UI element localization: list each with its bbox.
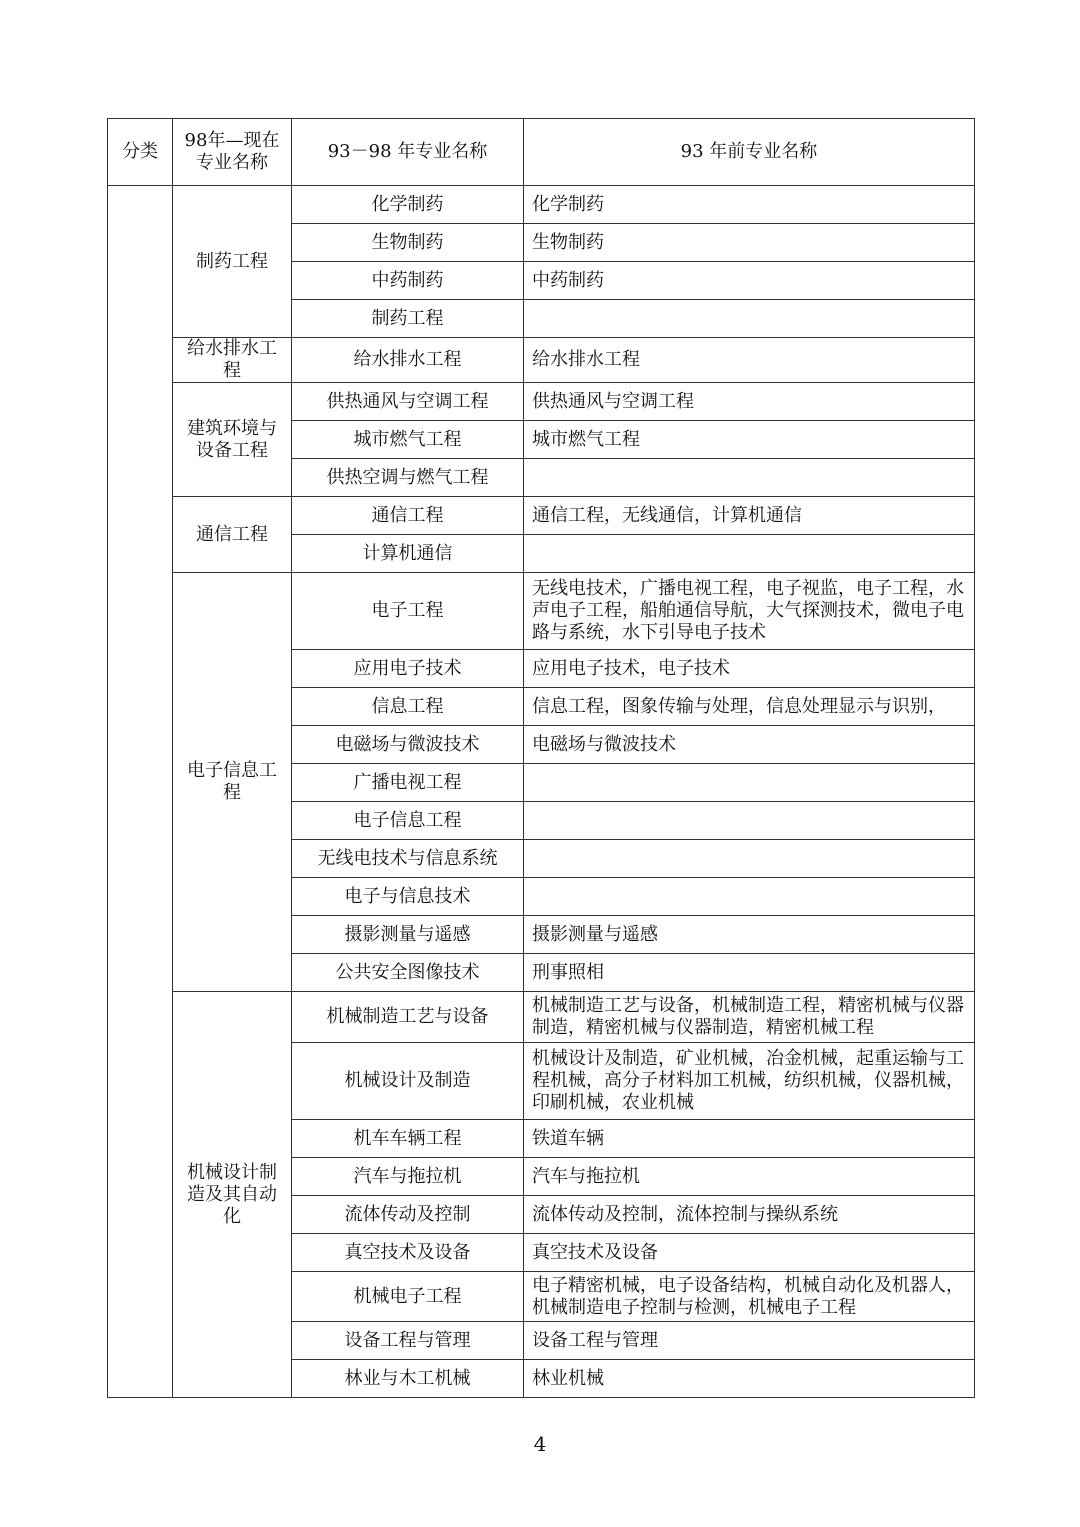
old-major-cell <box>524 840 975 878</box>
table-row <box>108 383 975 421</box>
old-major-cell <box>524 300 975 338</box>
mid-major-cell: 信息工程 <box>292 688 524 726</box>
old-major-cell <box>524 802 975 840</box>
current-major-cell: 建筑环境与设备工程 <box>173 383 292 497</box>
old-major-cell: 铁道车辆 <box>524 1120 975 1158</box>
old-major-cell: 无线电技术，广播电视工程，电子视监，电子工程，水声电子工程，船舶通信导航，大气探测技术，微电子电路与系统，水下引导电子技术 <box>524 573 975 650</box>
table-row <box>108 186 975 224</box>
old-major-cell: 机械设计及制造，矿业机械，冶金机械，起重运输与工程机械，高分子材料加工机械，纺织机械，仪器机械，印刷机械，农业机械 <box>524 1043 975 1120</box>
old-major-cell: 真空技术及设备 <box>524 1234 975 1272</box>
mid-major-cell: 摄影测量与遥感 <box>292 916 524 954</box>
mid-major-cell: 汽车与拖拉机 <box>292 1158 524 1196</box>
mid-major-cell: 林业与木工机械 <box>292 1360 524 1398</box>
old-major-cell: 汽车与拖拉机 <box>524 1158 975 1196</box>
old-major-cell: 中药制药 <box>524 262 975 300</box>
mid-major-cell: 流体传动及控制 <box>292 1196 524 1234</box>
old-major-cell: 应用电子技术，电子技术 <box>524 650 975 688</box>
current-major-cell: 机械设计制造及其自动化 <box>173 992 292 1398</box>
mid-major-cell: 供热空调与燃气工程 <box>292 459 524 497</box>
old-major-cell: 通信工程，无线通信，计算机通信 <box>524 497 975 535</box>
current-major-cell: 给水排水工程 <box>173 338 292 383</box>
mid-major-cell: 公共安全图像技术 <box>292 954 524 992</box>
mid-major-cell: 制药工程 <box>292 300 524 338</box>
mid-major-cell: 电磁场与微波技术 <box>292 726 524 764</box>
old-major-cell: 电子精密机械，电子设备结构，机械自动化及机器人，机械制造电子控制与检测，机械电子工程 <box>524 1272 975 1322</box>
table-row <box>108 992 975 1043</box>
old-major-cell <box>524 764 975 802</box>
old-major-cell: 给水排水工程 <box>524 338 975 383</box>
mid-major-cell: 机械设计及制造 <box>292 1043 524 1120</box>
mid-major-cell: 供热通风与空调工程 <box>292 383 524 421</box>
old-major-cell <box>524 878 975 916</box>
header-current-name: 98年—现在专业名称 <box>173 119 292 186</box>
mid-major-cell: 机车车辆工程 <box>292 1120 524 1158</box>
table-row <box>108 573 975 650</box>
table-header-row <box>108 119 975 186</box>
mid-major-cell: 城市燃气工程 <box>292 421 524 459</box>
mid-major-cell: 电子与信息技术 <box>292 878 524 916</box>
current-major-cell: 电子信息工程 <box>173 573 292 992</box>
major-name-table <box>107 118 975 1398</box>
mid-major-cell: 通信工程 <box>292 497 524 535</box>
mid-major-cell: 应用电子技术 <box>292 650 524 688</box>
page-number: 4 <box>533 1432 547 1456</box>
header-category: 分类 <box>108 119 173 186</box>
table-row <box>108 497 975 535</box>
mid-major-cell: 电子信息工程 <box>292 802 524 840</box>
old-major-cell <box>524 459 975 497</box>
mid-major-cell: 给水排水工程 <box>292 338 524 383</box>
old-major-cell: 城市燃气工程 <box>524 421 975 459</box>
old-major-cell: 摄影测量与遥感 <box>524 916 975 954</box>
old-major-cell: 电磁场与微波技术 <box>524 726 975 764</box>
mid-major-cell: 广播电视工程 <box>292 764 524 802</box>
old-major-cell: 生物制药 <box>524 224 975 262</box>
old-major-cell: 供热通风与空调工程 <box>524 383 975 421</box>
mid-major-cell: 化学制药 <box>292 186 524 224</box>
old-major-cell: 流体传动及控制，流体控制与操纵系统 <box>524 1196 975 1234</box>
old-major-cell: 机械制造工艺与设备，机械制造工程，精密机械与仪器制造，精密机械与仪器制造，精密机械工程 <box>524 992 975 1043</box>
old-major-cell: 化学制药 <box>524 186 975 224</box>
mid-major-cell: 真空技术及设备 <box>292 1234 524 1272</box>
mid-major-cell: 机械制造工艺与设备 <box>292 992 524 1043</box>
mid-major-cell: 计算机通信 <box>292 535 524 573</box>
mid-major-cell: 电子工程 <box>292 573 524 650</box>
mid-major-cell: 设备工程与管理 <box>292 1322 524 1360</box>
mid-major-cell: 中药制药 <box>292 262 524 300</box>
old-major-cell <box>524 535 975 573</box>
current-major-cell: 制药工程 <box>173 186 292 338</box>
mid-major-cell: 生物制药 <box>292 224 524 262</box>
category-cell <box>108 186 173 1398</box>
mid-major-cell: 无线电技术与信息系统 <box>292 840 524 878</box>
table-row <box>108 338 975 383</box>
header-93-98-name: 93－98 年专业名称 <box>292 119 524 186</box>
current-major-cell: 通信工程 <box>173 497 292 573</box>
old-major-cell: 林业机械 <box>524 1360 975 1398</box>
header-pre-93-name: 93 年前专业名称 <box>524 119 975 186</box>
old-major-cell: 刑事照相 <box>524 954 975 992</box>
mid-major-cell: 机械电子工程 <box>292 1272 524 1322</box>
old-major-cell: 信息工程，图象传输与处理，信息处理显示与识别， <box>524 688 975 726</box>
old-major-cell: 设备工程与管理 <box>524 1322 975 1360</box>
